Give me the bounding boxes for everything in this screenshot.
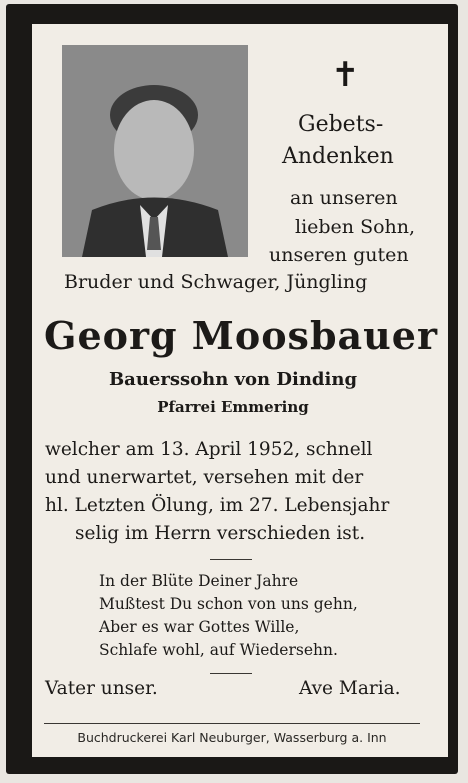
intro-line2: lieben Sohn, — [295, 216, 416, 238]
body-line4: selig im Herrn verschieden ist. — [75, 523, 366, 544]
heading-line1: Gebets- — [298, 112, 384, 137]
portrait-icon — [62, 45, 248, 257]
cross-icon: ✝ — [331, 55, 360, 95]
portrait-photo — [62, 45, 248, 257]
body-line1: welcher am 13. April 1952, schnell — [45, 439, 373, 460]
footer-rule — [44, 723, 420, 724]
intro-line1: an unseren — [290, 187, 398, 209]
intro-line4: Bruder und Schwager, Jüngling — [64, 271, 368, 293]
verse-line3: Aber es war Gottes Wille, — [99, 618, 300, 636]
divider-top — [210, 559, 252, 560]
verse-line4: Schlafe wohl, auf Wiedersehn. — [99, 641, 338, 659]
printer-credit: Buchdruckerei Karl Neuburger, Wasserburg a. Inn — [77, 730, 387, 745]
heading-line2: Andenken — [282, 144, 394, 169]
divider-bottom — [210, 673, 252, 674]
prayer-right: Ave Maria. — [299, 678, 401, 699]
body-line2: und unerwartet, versehen mit der — [45, 467, 364, 488]
verse-line1: In der Blüte Deiner Jahre — [99, 572, 299, 590]
subtitle-parish: Pfarrei Emmering — [157, 398, 309, 416]
deceased-name: Georg Moosbauer — [44, 313, 438, 358]
verse-line2: Mußtest Du schon von uns gehn, — [99, 595, 358, 613]
subtitle-origin: Bauerssohn von Dinding — [108, 369, 358, 390]
body-line3: hl. Letzten Ölung, im 27. Lebensjahr — [45, 495, 390, 516]
intro-line3: unseren guten — [269, 244, 409, 266]
prayer-left: Vater unser. — [45, 678, 158, 699]
